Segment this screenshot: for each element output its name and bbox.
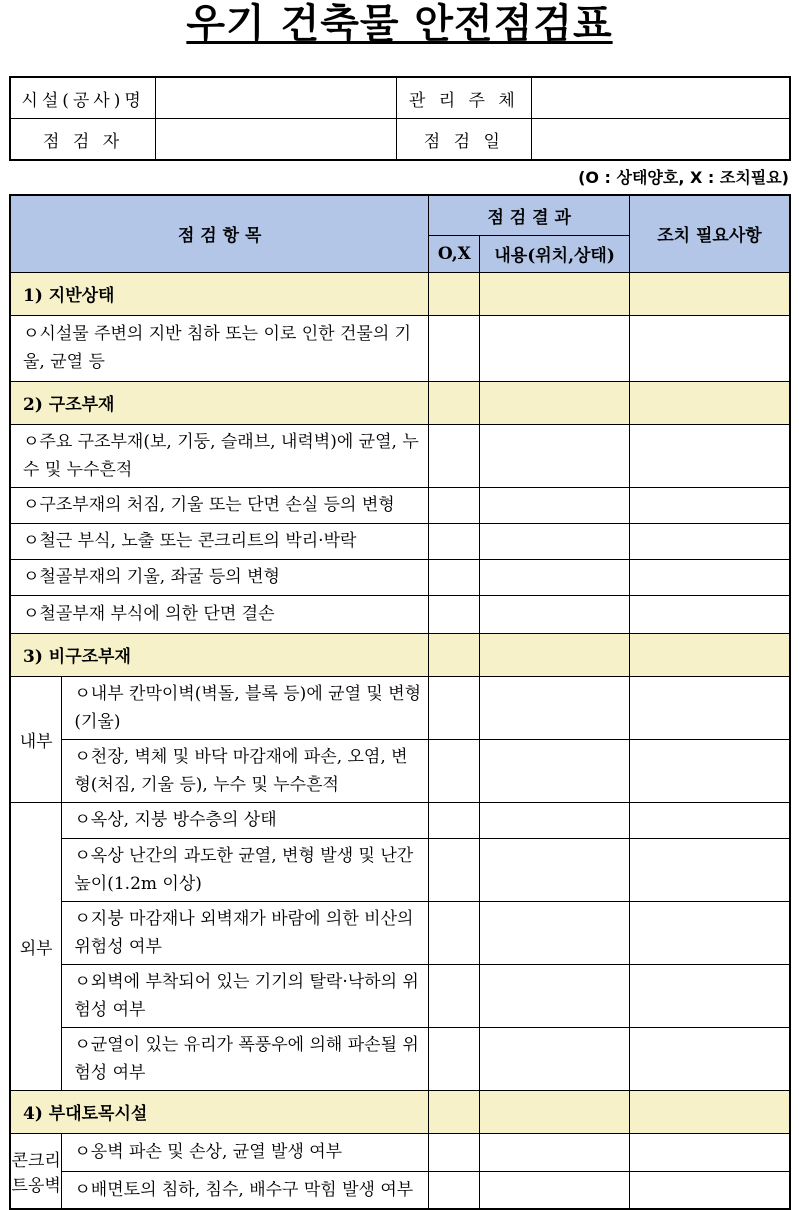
row-ox-cell[interactable] [429, 739, 480, 802]
section-title: 4) 부대토목시설 [10, 1090, 429, 1133]
row-action-cell[interactable] [629, 739, 790, 802]
row-action-cell[interactable] [629, 1027, 790, 1090]
info-table [9, 76, 791, 161]
document-title: 우기 건축물 안전점검표 [186, 1, 613, 47]
checklist-item: ㅇ주요 구조부재(보, 기둥, 슬래브, 내력벽)에 균열, 누수 및 누수흔적 [10, 424, 429, 487]
checklist-row [10, 739, 790, 802]
section-row [10, 633, 790, 676]
checklist-item: ㅇ지붕 마감재나 외벽재가 바람에 의한 비산의 위험성 여부 [62, 901, 429, 964]
checklist-item: ㅇ철골부재의 기울, 좌굴 등의 변형 [10, 559, 429, 595]
header-content: 내용(위치,상태) [480, 235, 630, 272]
section-ox-cell [429, 272, 480, 315]
section-row [10, 272, 790, 315]
row-content-cell[interactable] [480, 315, 630, 381]
checklist-row [10, 676, 790, 739]
section-content-cell [480, 1090, 630, 1133]
inspector-field[interactable] [156, 119, 396, 161]
checklist-item: ㅇ균열이 있는 유리가 폭풍우에 의해 파손될 위험성 여부 [62, 1027, 429, 1090]
row-action-cell[interactable] [629, 964, 790, 1027]
row-action-cell[interactable] [629, 838, 790, 901]
row-action-cell[interactable] [629, 559, 790, 595]
checklist-item: ㅇ외벽에 부착되어 있는 기기의 탈락·낙하의 위험성 여부 [62, 964, 429, 1027]
checklist-item: ㅇ배면토의 침하, 침수, 배수구 막힘 발생 여부 [62, 1171, 429, 1209]
checklist-item: ㅇ옥상, 지붕 방수층의 상태 [62, 802, 429, 838]
row-ox-cell[interactable] [429, 315, 480, 381]
manager-label: 관 리 주 체 [396, 77, 532, 119]
row-action-cell[interactable] [629, 487, 790, 523]
checklist-row [10, 595, 790, 633]
row-content-cell[interactable] [480, 1171, 630, 1209]
section-content-cell [480, 381, 630, 424]
row-ox-cell[interactable] [429, 901, 480, 964]
date-label: 점 검 일 [396, 119, 532, 161]
checklist-row [10, 1133, 790, 1171]
subgroup-label: 내부 [10, 676, 62, 802]
subgroup-label: 외부 [10, 802, 62, 1090]
legend: (O : 상태양호, X : 조치필요) [578, 168, 789, 187]
row-content-cell[interactable] [480, 676, 630, 739]
row-ox-cell[interactable] [429, 676, 480, 739]
row-ox-cell[interactable] [429, 1133, 480, 1171]
row-ox-cell[interactable] [429, 523, 480, 559]
manager-field[interactable] [532, 77, 790, 119]
row-ox-cell[interactable] [429, 559, 480, 595]
section-title: 2) 구조부재 [10, 381, 429, 424]
section-content-cell [480, 272, 630, 315]
row-ox-cell[interactable] [429, 595, 480, 633]
row-content-cell[interactable] [480, 424, 630, 487]
section-title: 1) 지반상태 [10, 272, 429, 315]
row-content-cell[interactable] [480, 739, 630, 802]
row-ox-cell[interactable] [429, 1027, 480, 1090]
checklist-item: ㅇ구조부재의 처짐, 기울 또는 단면 손실 등의 변형 [10, 487, 429, 523]
row-content-cell[interactable] [480, 838, 630, 901]
checklist-row [10, 424, 790, 487]
row-action-cell[interactable] [629, 1171, 790, 1209]
checklist-item: ㅇ내부 칸막이벽(벽돌, 블록 등)에 균열 및 변형(기울) [62, 676, 429, 739]
section-ox-cell [429, 381, 480, 424]
header-ox: O,X [429, 235, 480, 272]
section-action-cell [629, 381, 790, 424]
row-action-cell[interactable] [629, 523, 790, 559]
row-action-cell[interactable] [629, 595, 790, 633]
checklist-row [10, 315, 790, 381]
row-content-cell[interactable] [480, 1133, 630, 1171]
row-content-cell[interactable] [480, 559, 630, 595]
subgroup-label: 콘크리트옹벽 [10, 1133, 62, 1209]
row-content-cell[interactable] [480, 595, 630, 633]
header-action: 조치 필요사항 [629, 195, 790, 272]
row-action-cell[interactable] [629, 1133, 790, 1171]
row-ox-cell[interactable] [429, 1171, 480, 1209]
row-content-cell[interactable] [480, 523, 630, 559]
row-action-cell[interactable] [629, 901, 790, 964]
row-ox-cell[interactable] [429, 487, 480, 523]
checklist-row [10, 523, 790, 559]
row-ox-cell[interactable] [429, 964, 480, 1027]
inspector-label: 점 검 자 [10, 119, 156, 161]
row-content-cell[interactable] [480, 487, 630, 523]
checklist-item: ㅇ천장, 벽체 및 바닥 마감재에 파손, 오염, 변형(처짐, 기울 등), 누수 및 누수흔적 [62, 739, 429, 802]
section-action-cell [629, 272, 790, 315]
date-field[interactable] [532, 119, 790, 161]
checklist-row [10, 1171, 790, 1209]
row-content-cell[interactable] [480, 901, 630, 964]
checklist-item: ㅇ시설물 주변의 지반 침하 또는 이로 인한 건물의 기울, 균열 등 [10, 315, 429, 381]
checklist-row [10, 838, 790, 901]
section-row [10, 381, 790, 424]
checklist-row [10, 1027, 790, 1090]
row-action-cell[interactable] [629, 315, 790, 381]
row-action-cell[interactable] [629, 676, 790, 739]
row-content-cell[interactable] [480, 1027, 630, 1090]
row-content-cell[interactable] [480, 802, 630, 838]
section-row [10, 1090, 790, 1133]
row-ox-cell[interactable] [429, 838, 480, 901]
section-ox-cell [429, 633, 480, 676]
checklist-item: ㅇ철근 부식, 노출 또는 콘크리트의 박리·박락 [10, 523, 429, 559]
section-action-cell [629, 1090, 790, 1133]
row-content-cell[interactable] [480, 964, 630, 1027]
row-action-cell[interactable] [629, 802, 790, 838]
facility-field[interactable] [156, 77, 396, 119]
checklist-item: ㅇ옥상 난간의 과도한 균열, 변형 발생 및 난간 높이(1.2m 이상) [62, 838, 429, 901]
header-items: 점 검 항 목 [10, 195, 429, 272]
checklist-item: ㅇ옹벽 파손 및 손상, 균열 발생 여부 [62, 1133, 429, 1171]
checklist-row [10, 559, 790, 595]
checklist-row [10, 487, 790, 523]
checklist-table [9, 194, 791, 1210]
facility-label: 시설(공사)명 [10, 77, 156, 119]
section-ox-cell [429, 1090, 480, 1133]
header-result: 점 검 결 과 [429, 195, 630, 235]
row-ox-cell[interactable] [429, 802, 480, 838]
section-action-cell [629, 633, 790, 676]
checklist-item: ㅇ철골부재 부식에 의한 단면 결손 [10, 595, 429, 633]
section-content-cell [480, 633, 630, 676]
checklist-row [10, 802, 790, 838]
row-action-cell[interactable] [629, 424, 790, 487]
section-title: 3) 비구조부재 [10, 633, 429, 676]
checklist-row [10, 901, 790, 964]
row-ox-cell[interactable] [429, 424, 480, 487]
checklist-row [10, 964, 790, 1027]
